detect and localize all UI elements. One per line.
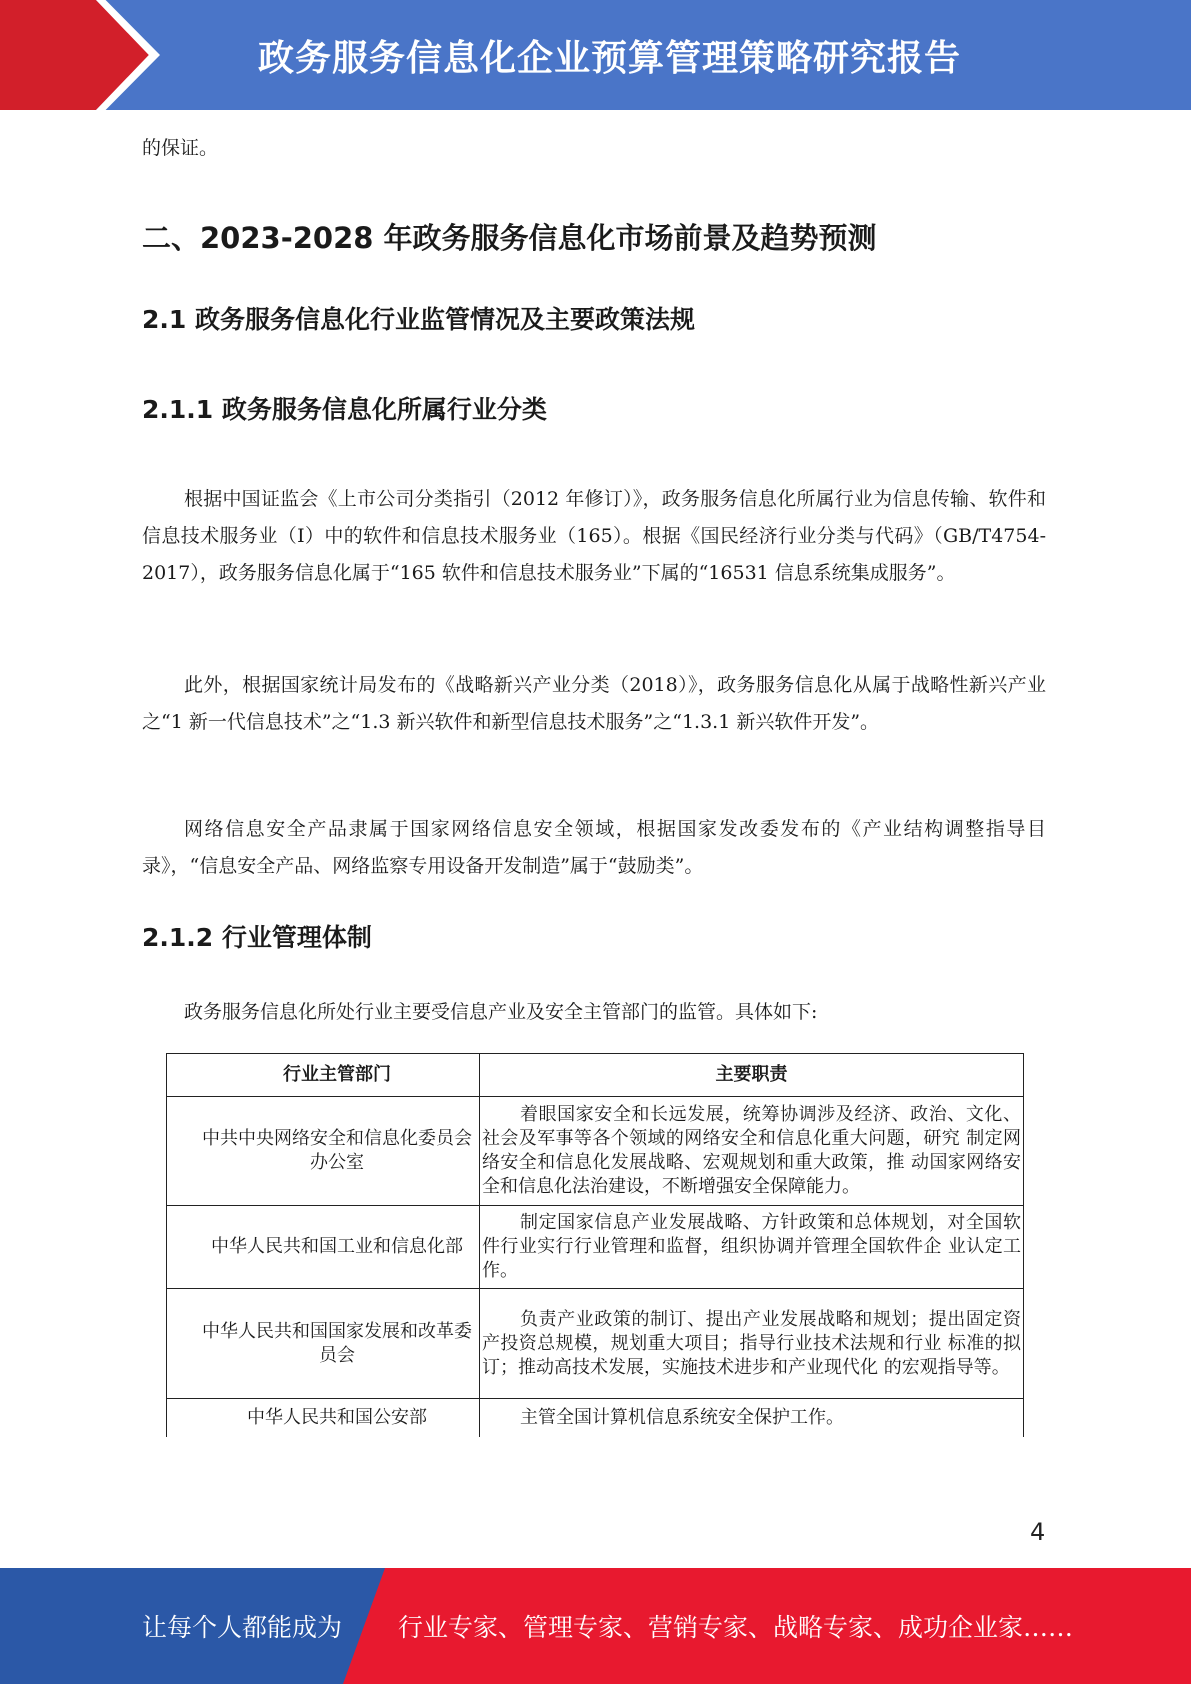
table-cell-duty: 制定国家信息产业发展战略、方针政策和总体规划，对全国软件行业实行行业管理和监督，组织协调并管理全国软件企 业认定工作。 [482, 1212, 1021, 1281]
sub-subsection-heading-1: 2.1.1 政务服务信息化所属行业分类 [142, 395, 547, 424]
header-banner [0, 0, 1191, 110]
table-cell-dept: 中华人民共和国国家发展和改革委员会 [167, 1289, 480, 1399]
footer-banner [0, 1568, 1191, 1684]
report-title: 政务服务信息化企业预算管理策略研究报告 [258, 38, 962, 79]
page-content [142, 130, 1046, 1428]
footer-slogan-right: 行业专家、管理专家、营销专家、战略专家、成功企业家…… [398, 1613, 1074, 1642]
paragraph-industry-classification: 根据中国证监会《上市公司分类指引（2012 年修订）》，政务服务信息化所属行业为信息传输、软件和信息技术服务业（I）中的软件和信息技术服务业（165）。根据《国民经济行业分类与代码》（GB/T4754-2017），政务服务信息化属于“165 软件和信息技术服务业”下属的“16531 信息系统集成服务”。 [142, 488, 1046, 584]
table-cell-dept: 中华人民共和国公安部 [167, 1399, 480, 1437]
table-header-dept: 行业主管部门 [167, 1054, 480, 1097]
lead-text: 的保证。 [142, 137, 219, 159]
footer-slogan-left: 让每个人都能成为 [142, 1613, 343, 1642]
table-header-row [167, 1054, 1024, 1097]
subsection-heading: 2.1 政务服务信息化行业监管情况及主要政策法规 [142, 305, 695, 334]
table-cell-dept: 中华人民共和国工业和信息化部 [167, 1206, 480, 1289]
paragraph-security-products: 网络信息安全产品隶属于国家网络信息安全领域，根据国家发改委发布的《产业结构调整指导目录》，“信息安全产品、网络监察专用设备开发制造”属于“鼓励类”。 [142, 818, 1046, 877]
table-cell-duty: 负责产业政策的制订、提出产业发展战略和规划；提出固定资产投资总规模，规划重大项目；指导行业技术法规和行业 标准的拟订；推动高技术发展，实施技术进步和产业现代化 的宏观指导等。 [482, 1308, 1021, 1378]
table-row [167, 1399, 1024, 1437]
table-row [167, 1289, 1024, 1399]
regulator-table [166, 1053, 1024, 1437]
paragraph-strategic-industry: 此外，根据国家统计局发布的《战略新兴产业分类（2018）》，政务服务信息化从属于战略性新兴产业之“1 新一代信息技术”之“1.3 新兴软件和新型信息技术服务”之“1.3.1 新兴软件开发”。 [142, 674, 1046, 733]
table-cell-duty: 主管全国计算机信息系统安全保护工作。 [520, 1406, 844, 1428]
table-row [167, 1097, 1024, 1206]
paragraph-supervision-intro: 政务服务信息化所处行业主要受信息产业及安全主管部门的监管。具体如下: [184, 1001, 818, 1023]
header-red-arrow [0, 0, 150, 110]
sub-subsection-heading-2: 2.1.2 行业管理体制 [142, 923, 372, 952]
page-number: 4 [1030, 1518, 1046, 1546]
table-cell-duty: 着眼国家安全和长远发展，统筹协调涉及经济、政治、文化、社会及军事等各个领域的网络安全和信息化重大问题，研究 制定网络安全和信息化发展战略、宏观规划和重大政策，推 动国家网络安全和信息化法治建设，不断增强安全保障能力。 [482, 1104, 1021, 1197]
table-row [167, 1206, 1024, 1289]
table-header-duty: 主要职责 [480, 1054, 1024, 1097]
section-heading: 二、2023-2028 年政务服务信息化市场前景及趋势预测 [142, 221, 877, 255]
table-cell-dept: 中共中央网络安全和信息化委员会办公室 [167, 1097, 480, 1206]
